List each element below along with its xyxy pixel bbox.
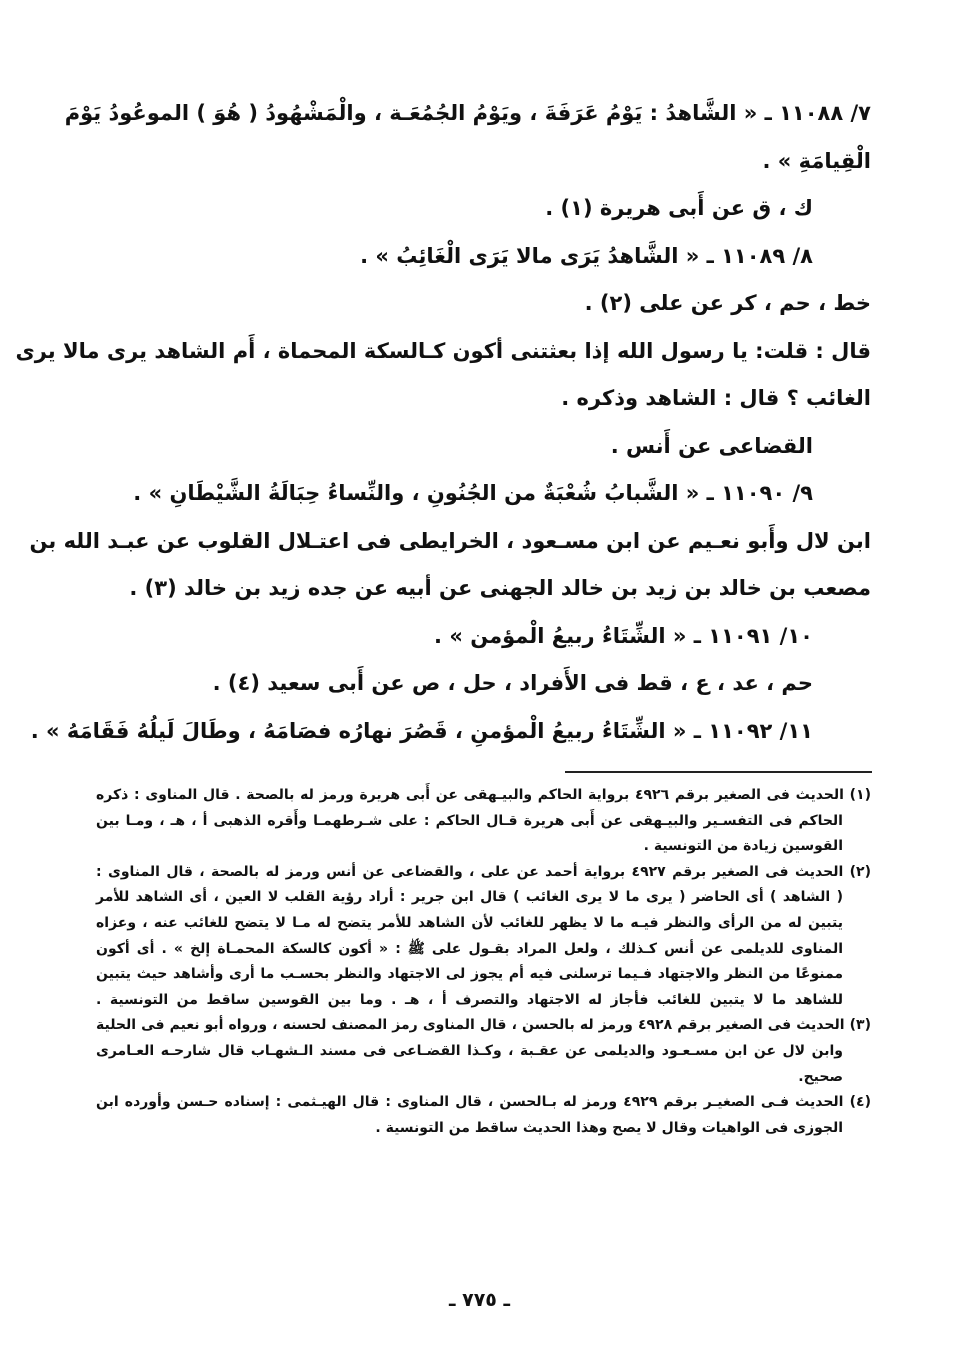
footnote-4: [96, 1090, 871, 1141]
source-line: حم ، عد ، ع ، قط فى الأَفراد ، حل ، ص عن أَبى سعيد (٤) .: [212, 671, 813, 695]
main-text-block: [15, 90, 871, 755]
footnote-2: [96, 860, 871, 1014]
footnote-line: يتبين له من الرأى والنظر فيـه ما لا يظهر للغائب لأن الشاهد للأمر يتضح له مـا لا يتضح للغائب عنه ، وعزاه: [96, 914, 843, 931]
footnote-line: (١) الحديث فى الصغير برقم ٤٩٢٦ برواية الحاكم والبيـهقى عن أَبى هريرة ورمز له بالصحة . قال المناوى : ذكره: [96, 787, 871, 803]
footnote-divider: [565, 771, 872, 773]
hadith-line: ١١/ ١١٠٩٢ ـ « الشِّتَاءُ ربيعُ الْمؤمنِ ، قَصُرَ نهارُه فصَامَهُ ، وطَالَ لَيلُهُ فَقَامَهُ » .: [30, 718, 813, 743]
source-line: ك ، ق عن أَبى هريرة (١) .: [545, 196, 813, 220]
hadith-line: ٩/ ١١٠٩٠ ـ « الشَّبابُ شُعْبَةٌ من الجُنُونِ ، والنِّساءُ حِبَالَةُ الشَّيْطَانِ » .: [133, 481, 813, 505]
footnote-line: وابن لال عن ابن مسـعـود والديلمى عن عقـبة ، وكـذا القضـاعى فى مسند الـشهـاب قال شارحـه العـامرى: [96, 1042, 843, 1059]
source-line: ابن لال وأَبو نعـيم عن ابن مسـعود ، الخرايطى فى اعتـلال القلوب عن عبـد الله بن: [29, 528, 871, 553]
footnote-line: صحيح.: [798, 1068, 843, 1085]
footnotes-block: [96, 783, 871, 1141]
footnote-line: ممنوعًا من النظر والاجتهاد فـيما ترسلنى فيه أم يجوز لى الاجتهاد والنظر بحسـب ما أرى وأشاهد حيث يتبين: [96, 966, 843, 983]
footnote-1: [96, 783, 871, 860]
footnote-line: (٣) الحديث فى الصغير برقم ٤٩٢٨ ورمز له بالحسن ، قال المناوى رمز المصنف لحسنه ، ورواه أبو نعيم فى الحلية: [96, 1017, 871, 1034]
footnote-line: الحاكم فى التفسـير والبيـهقى عن أَبى هريرة قـال الحاكم : على شـرطهمـا وأَقره الذهبى أ ، هـ ، ومـا بين: [96, 812, 843, 829]
page-number: ـ ٧٧٥ ـ: [448, 1289, 510, 1311]
hadith-line: ٨/ ١١٠٨٩ ـ « الشَّاهدُ يَرَى مالا يَرَى الْغَائِبُ » .: [360, 243, 813, 268]
source-line: القضاعى عن أَنس .: [610, 433, 813, 458]
footnote-line: المناوى للديلمى عن أنس كـذلك ، ولعل المراد بقـول على ﷺ : « أكون كالسكة المحمـاة إلخ » . أى أكون: [96, 940, 843, 957]
hadith-line: ٧/ ١١٠٨٨ ـ « الشَّاهدُ : يَوْمُ عَرَفَةَ ، ويَوْمُ الجُمُعَـة ، والْمَشْهُودُ ( هُوَ ) الموعُودُ يَوْمَ: [64, 101, 871, 125]
footnote-line: القوسين زيادة من التونسية .: [643, 838, 843, 855]
footnote-line: الجوزى فى الواهيات وقال لا يصح وهذا الحديث ساقط من التونسية .: [375, 1119, 843, 1136]
footnote-line: (٢) الحديث فى الصغير برقم ٤٩٢٧ برواية أحمد عن على ، والقضاعى عن أنس ورمز له بالصحة ، قال المناوى :: [96, 863, 871, 880]
hadith-line: ١٠/ ١١٠٩١ ـ « الشِّتَاءُ ربيعُ الْمؤمن » .: [434, 623, 813, 648]
footnote-line: للشاهد ما لا يتبين للغائب فأجاز له الاجتهاد والتصرف أ ، هـ . وما بين القوسين ساقط من التونسية .: [96, 991, 843, 1008]
commentary-line: الغائب ؟ قال : الشاهد وذكره .: [561, 386, 871, 410]
footnote-3: [96, 1013, 871, 1090]
hadith-line: الْقِيامَةِ » .: [762, 148, 871, 173]
commentary-line: قال : قلت: يا رسول الله إذا بعثتنى أكون كـالسكة المحماة ، أَم الشاهد يرى مالا يرى: [15, 338, 871, 363]
source-line: خط ، حم ، كر عن على (٢) .: [584, 291, 871, 315]
footnote-line: ( الشاهد ) أى الحاضر ( يرى ما لا يرى الغائب ) قال ابن جرير : أراد رؤية القلب لا العين ، أى الشاهد للأمر: [96, 889, 843, 906]
footnote-line: (٤) الحديث فـى الصغيـر برقم ٤٩٢٩ ورمز له بـالحسن ، قال المناوى : قال الهيـثمى : إسناده حـسن وأورده ابن: [96, 1094, 871, 1111]
source-line: مصعب بن خالد بن زيد بن خالد الجهنى عن أبيه عن جده زيد بن خالد (٣) .: [129, 576, 871, 600]
